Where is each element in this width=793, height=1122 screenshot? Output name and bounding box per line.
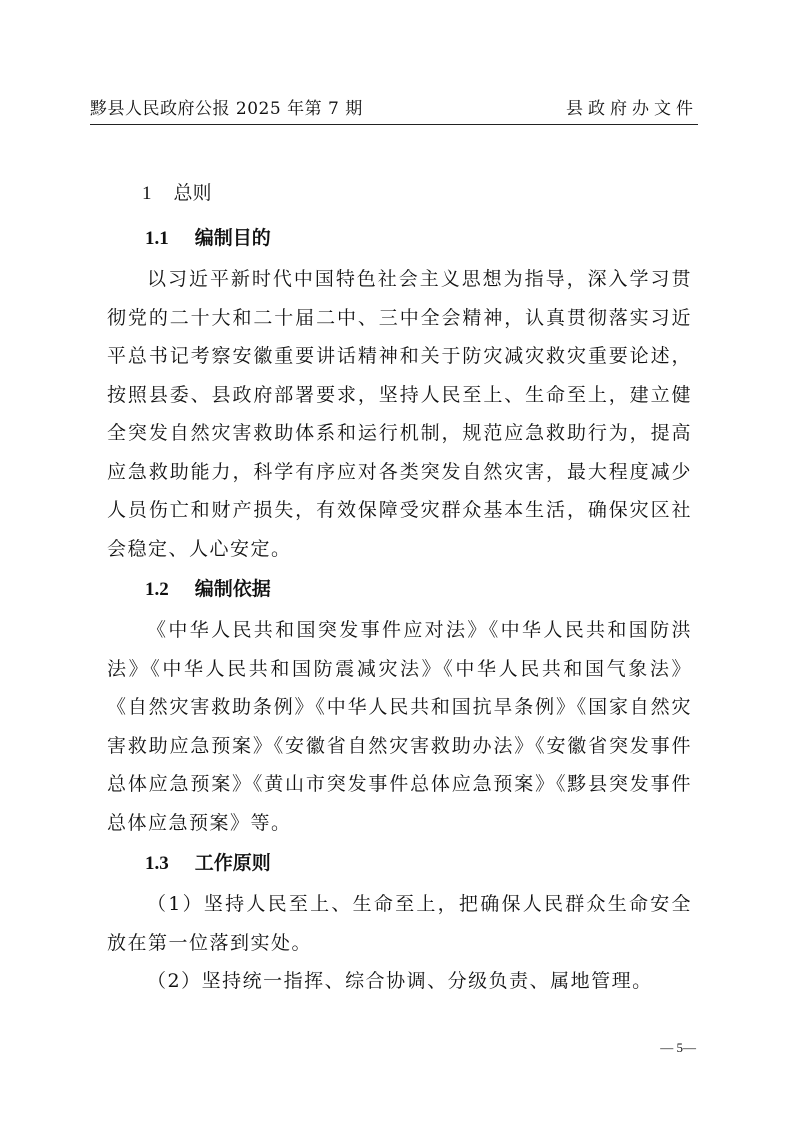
subsection-heading-1-2 xyxy=(145,568,692,611)
document-category: 县政府办文件 xyxy=(566,99,698,119)
paragraph-principle-1: （1）坚持人民至上、生命至上，把确保人民群众生命安全放在第一位落到实处。 xyxy=(107,893,692,954)
subsection-number: 1.2 xyxy=(145,579,169,600)
subsection-title: 工作原则 xyxy=(194,852,271,874)
page-number: — 5— xyxy=(660,1040,696,1055)
header-divider xyxy=(90,124,698,125)
document-body xyxy=(107,170,692,1001)
subsection-title: 编制目的 xyxy=(194,227,271,249)
subsection-heading-1-1 xyxy=(145,217,692,260)
page-header xyxy=(90,94,698,122)
paragraph-purpose: 以习近平新时代中国特色社会主义思想为指导，深入学习贯彻党的二十大和二十届二中、三中全会精神，认真贯彻落实习近平总书记考察安徽重要讲话精神和关于防灾减灾救灾重要论述，按照县委、县政府部署要求，坚持人民至上、生命至上，建立健全突发自然灾害救助体系和运行机制，规范应急救助行为，提高应急救助能力，科学有序应对各类突发自然灾害，最大程度减少人员伤亡和财产损失，有效保障受灾群众基本生活，确保灾区社会稳定、人心安定。 xyxy=(107,268,692,560)
bulletin-title: 黟县人民政府公报 2025 年第 7 期 xyxy=(90,99,363,119)
paragraph-basis: 《中华人民共和国突发事件应对法》《中华人民共和国防洪法》《中华人民共和国防震减灾法》《中华人民共和国气象法》《自然灾害救助条例》《中华人民共和国抗旱条例》《国家自然灾害救助应急预案》《安徽省自然灾害救助办法》《安徽省突发事件总体应急预案》《黄山市突发事件总体应急预案》《黟县突发事件总体应急预案》等。 xyxy=(107,619,692,834)
subsection-title: 编制依据 xyxy=(194,578,271,600)
section-heading-1 xyxy=(142,170,692,217)
paragraph-principle-2: （2）坚持统一指挥、综合协调、分级负责、属地管理。 xyxy=(147,970,653,992)
subsection-heading-1-3 xyxy=(145,842,692,885)
section-number: 1 xyxy=(142,183,152,204)
subsection-number: 1.1 xyxy=(145,228,169,249)
subsection-number: 1.3 xyxy=(145,853,169,874)
section-title: 总则 xyxy=(173,182,212,204)
